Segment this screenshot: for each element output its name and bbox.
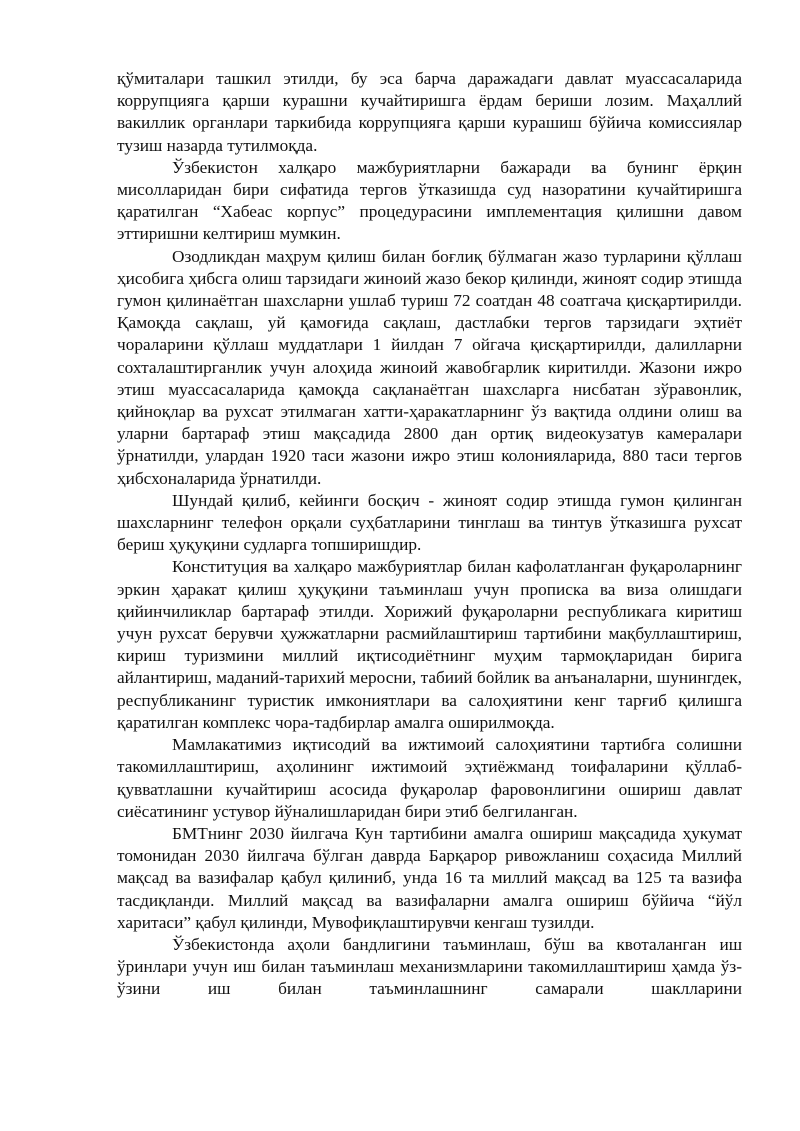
paragraph-7: БМТнинг 2030 йилгача Кун тартибини амалга ошириш мақсадида ҳукумат томонидан 2030 йилгача бўлган даврда Барқарор ривожланиш соҳасида Миллий мақсад ва вазифалар қабул қилиниб, унда 16 та миллий мақсад ва 125 та вазифа тасдиқланди. Миллий мақсад ва вазифаларни амалга ошириш бўйича “йўл харитаси” қабул қилинди, Мувофиқлаштирувчи кенгаш тузилди. [117,823,742,932]
paragraph-3: Озодликдан маҳрум қилиш билан боғлиқ бўлмаган жазо турларини қўллаш ҳисобига ҳибсга олиш тарзидаги жиноий жазо бекор қилинди, жиноят содир этишда гумон қилинаётган шахсларни ушлаб туриш 72 соатдан 48 соатгача қисқартирилди. Қамоқда сақлаш, уй қамоғида сақлаш, дастлабки тергов тарзидаги эҳтиёт чораларини қўллаш муддатлари 1 йилдан 7 ойгача қисқартирилди, далилларни сохталаштирганлик учун алоҳида жиноий жавобгарлик киритилди. Жазони ижро этиш муассасаларида қамоқда сақланаётган шахсларга нисбатан зўравонлик, қийноқлар ва рухсат этилмаган хатти-ҳаракатларнинг ўз вақтида олдини олиш ва уларни бартараф этиш мақсадида 2800 дан ортиқ видеокузатув камералари ўрнатилди, улардан 1920 таси жазони ижро этиш колонияларида, 880 таси тергов ҳибсхоналарида ўрнатилди. [117,246,742,488]
paragraph-1: қўмиталари ташкил этилди, бу эса барча даражадаги давлат муассасаларида коррупцияга қарши курашни кучайтиришга ёрдам бериши лозим. Маҳаллий вакиллик органлари таркибида коррупцияга қарши курашиш бўйича комиссиялар тузиш назарда тутилмоқда. [117,69,742,155]
paragraph-5: Конституция ва халқаро мажбуриятлар билан кафолатланган фуқароларнинг эркин ҳаракат қилиш ҳуқуқини таъминлаш учун прописка ва виза олишдаги қийинчиликлар бартараф этилди. Хорижий фуқароларни республикага киритиш учун рухсат берувчи ҳужжатларни расмийлаштириш тартибини мақбуллаштириш, кириш туризмини миллий иқтисодиётнинг муҳим тармоқларидан бирига айлантириш, маданий-тарихий меросни, табиий бойлик ва анъаналарни, шунингдек, республиканинг туристик имкониятлари ва салоҳиятини кенг тарғиб қилишга қаратилган комплекс чора-тадбирлар амалга оширилмоқда. [117,557,742,732]
paragraph-2: Ўзбекистон халқаро мажбуриятларни бажаради ва бунинг ёрқин мисолларидан бири сифатида тергов ўтказишда суд назоратини кучайтиришга қаратилган “Хабеас корпус” процедурасини имплементация қилишни давом эттиришни келтириш мумкин. [117,157,742,244]
paragraph-8: Ўзбекистонда аҳоли бандлигини таъминлаш, бўш ва квоталанган иш ўринлари учун иш билан таъминлаш механизмларини такомиллаштириш ҳамда ўз-ўзини иш билан таъминлашнинг самарали шаклларини [117,934,742,999]
document-page [117,68,742,1001]
paragraph-4: Шундай қилиб, кейинги босқич - жиноят содир этишда гумон қилинган шахсларнинг телефон орқали суҳбатларини тинглаш ва тинтув ўтказишга рухсат бериш ҳуқуқини судларга топширишдир. [117,490,742,555]
paragraph-6: Мамлакатимиз иқтисодий ва ижтимоий салоҳиятини тартибга солишни такомиллаштириш, аҳолининг ижтимоий эҳтиёжманд тоифаларини қўллаб-қувватлашни кучайтириш асосида фуқаролар фаровонлигини ошириш давлат сиёсатининг устувор йўналишларидан бири этиб белгиланган. [117,735,742,821]
